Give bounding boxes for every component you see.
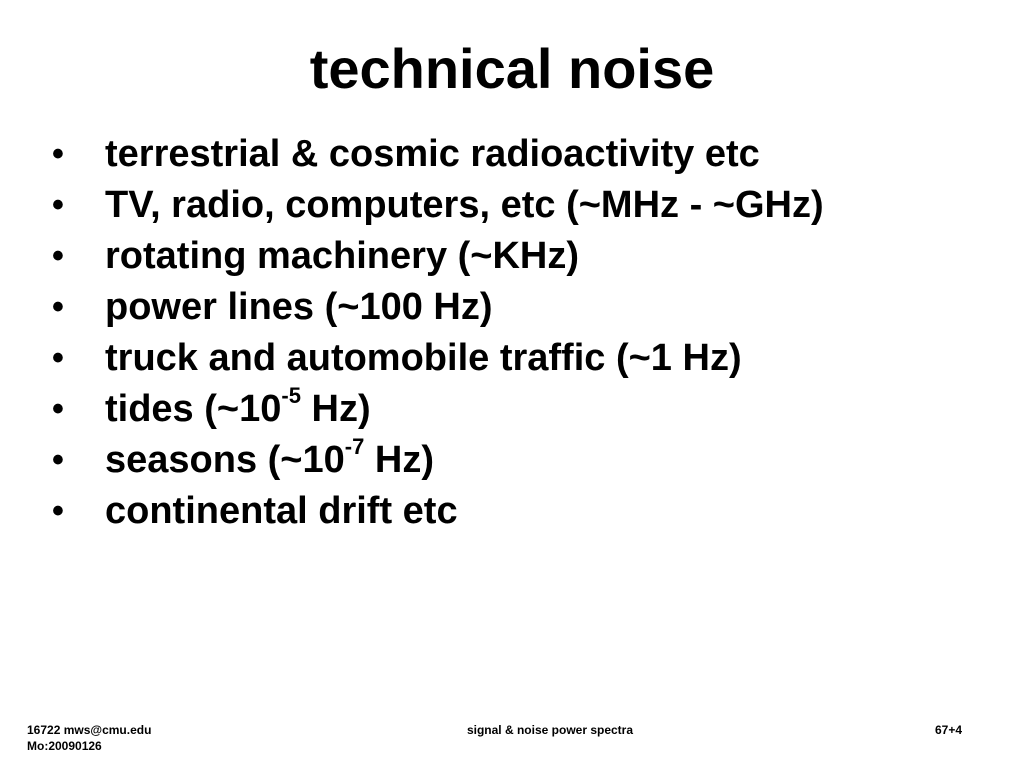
bullet-marker-icon: • [52, 186, 64, 224]
bullet-marker-icon: • [52, 339, 64, 377]
bullet-text: truck and automobile traffic (~1 Hz) [105, 337, 742, 379]
bullet-text [105, 384, 371, 435]
bullet-marker-icon: • [52, 288, 64, 326]
exponent: -7 [344, 434, 365, 460]
bullet-text: continental drift etc [105, 490, 458, 532]
footer-lecture-title: signal & noise power spectra [466, 723, 634, 737]
bullet-text-unit: Hz) [300, 388, 371, 430]
bullet-text: TV, radio, computers, etc (~MHz - ~GHz) [105, 184, 824, 226]
bullet-marker-icon: • [52, 390, 64, 428]
footer-date: Mo:20090126 [27, 739, 102, 753]
footer-page-number: 67+4 [934, 723, 962, 737]
exponent: -5 [281, 383, 301, 409]
bullet-text-main: seasons (~10 [105, 439, 345, 481]
bullet-marker-icon: • [52, 237, 64, 275]
bullet-marker-icon: • [52, 135, 64, 173]
bullet-text: power lines (~100 Hz) [105, 286, 493, 328]
bullet-text-main: tides (~10 [105, 388, 282, 430]
bullet-marker-icon: • [52, 441, 64, 479]
bullet-text: rotating machinery (~KHz) [105, 235, 580, 277]
bullet-text [105, 435, 434, 486]
footer-course-email: 16722 mws@cmu.edu [27, 723, 152, 737]
bullet-text-unit: Hz) [364, 439, 434, 481]
slide-title: technical noise [309, 37, 715, 100]
bullet-text: terrestrial & cosmic radioactivity etc [105, 133, 760, 175]
bullet-marker-icon: • [52, 492, 64, 530]
